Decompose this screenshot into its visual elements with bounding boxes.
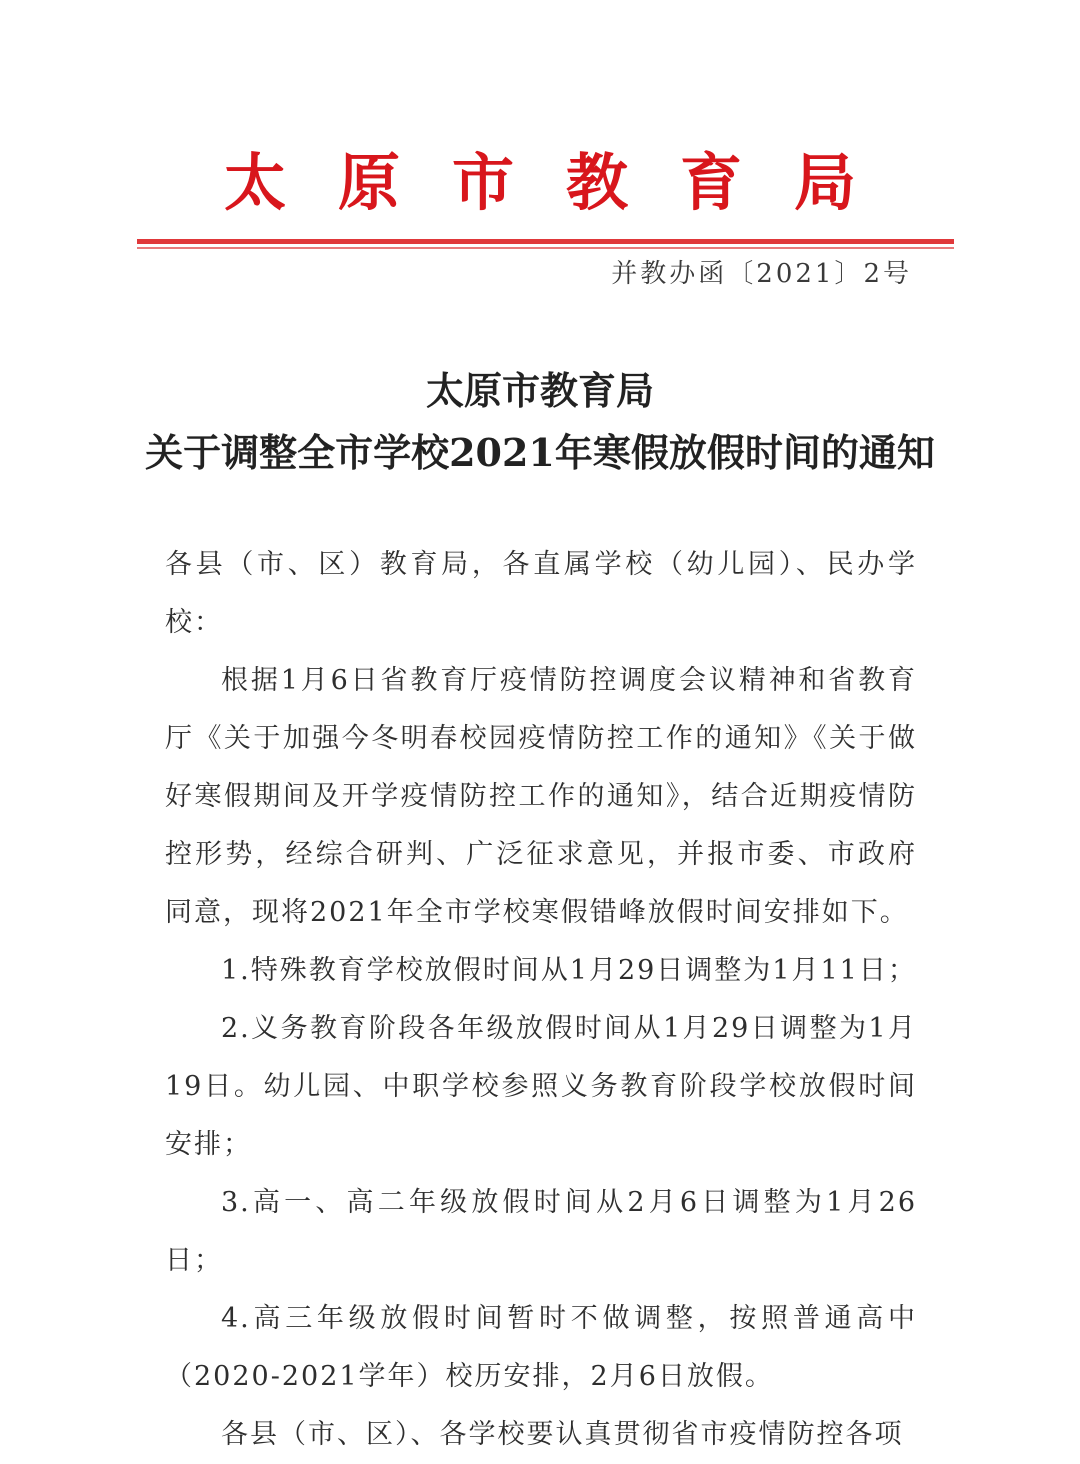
document-number: 并教办函〔2021〕2号 bbox=[611, 259, 912, 289]
title-line-1: 太原市教育局 bbox=[425, 368, 654, 413]
document-body bbox=[165, 536, 917, 1464]
body-paragraph-final: 各县（市、区）、各学校要认真贯彻省市疫情防控各项 bbox=[221, 1419, 904, 1450]
body-paragraph-1: 根据1月6日省教育厅疫情防控调度会议精神和省教育厅《关于加强今冬明春校园疫情防控工作的通知》《关于做好寒假期间及开学疫情防控工作的通知》，结合近期疫情防控形势，经综合研判、广泛征求意见，并报市委、市政府同意，现将2021年全市学校寒假错峰放假时间安排如下。 bbox=[165, 665, 917, 928]
list-item-2: 2.义务教育阶段各年级放假时间从1月29日调整为1月19日。幼儿园、中职学校参照义务教育阶段学校放假时间安排； bbox=[165, 1013, 917, 1160]
document-title bbox=[0, 362, 1080, 482]
agency-letterhead: 太原市教育局 bbox=[223, 146, 908, 219]
list-item-3: 3.高一、高二年级放假时间从2月6日调整为1月26日； bbox=[165, 1187, 917, 1276]
salutation: 各县（市、区）教育局，各直属学校（幼儿园）、民办学校： bbox=[165, 549, 917, 638]
list-item-4: 4.高三年级放假时间暂时不做调整，按照普通高中（2020-2021学年）校历安排，2月6日放假。 bbox=[165, 1303, 917, 1392]
letterhead-red-rule bbox=[137, 239, 954, 244]
letterhead-red-rule-thin bbox=[137, 247, 954, 249]
title-line-2: 关于调整全市学校2021年寒假放假时间的通知 bbox=[145, 430, 935, 475]
list-item-1: 1.特殊教育学校放假时间从1月29日调整为1月11日； bbox=[221, 955, 917, 986]
